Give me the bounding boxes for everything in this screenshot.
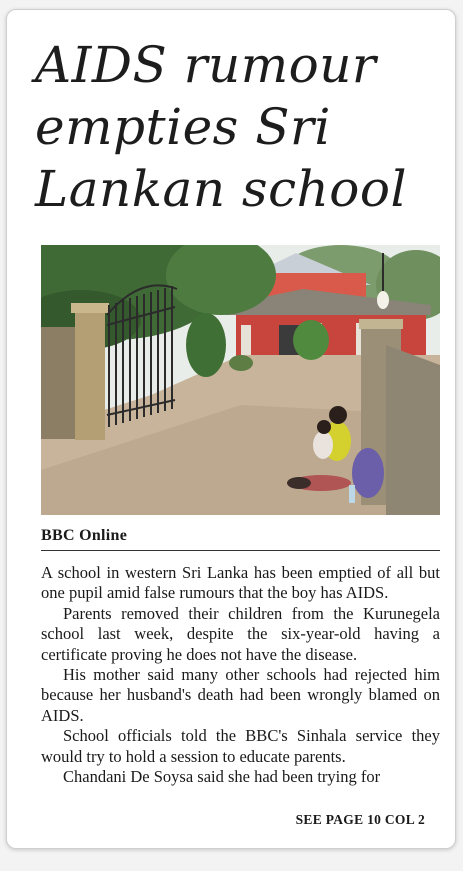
headline: AIDS rumour empties Sri Lankan school: [35, 36, 407, 218]
continued-reference: SEE PAGE 10 COL 2: [295, 812, 425, 827]
paragraph-5: Chandani De Soysa said she had been trying for: [63, 767, 381, 787]
paragraph-4: School officials told the BBC's Sinhala service they would try to hold a session to educate parents.: [41, 726, 440, 766]
article-body: [41, 563, 440, 787]
byline-divider: [41, 550, 440, 551]
paragraph-1: A school in western Sri Lanka has been emptied of all but one pupil amid false rumours that the boy has AIDS.: [41, 563, 440, 603]
paragraph-3: His mother said many other schools had rejected him because her husband's death had been wrongly blamed on AIDS.: [41, 665, 440, 725]
byline: BBC Online: [41, 527, 128, 544]
paragraph-2: Parents removed their children from the Kurunegela school last week, despite the six-year-old having a certificate proving he does not have the disease.: [41, 603, 440, 664]
school-gate-photo: [41, 245, 440, 515]
news-clipping-card: [6, 9, 456, 849]
